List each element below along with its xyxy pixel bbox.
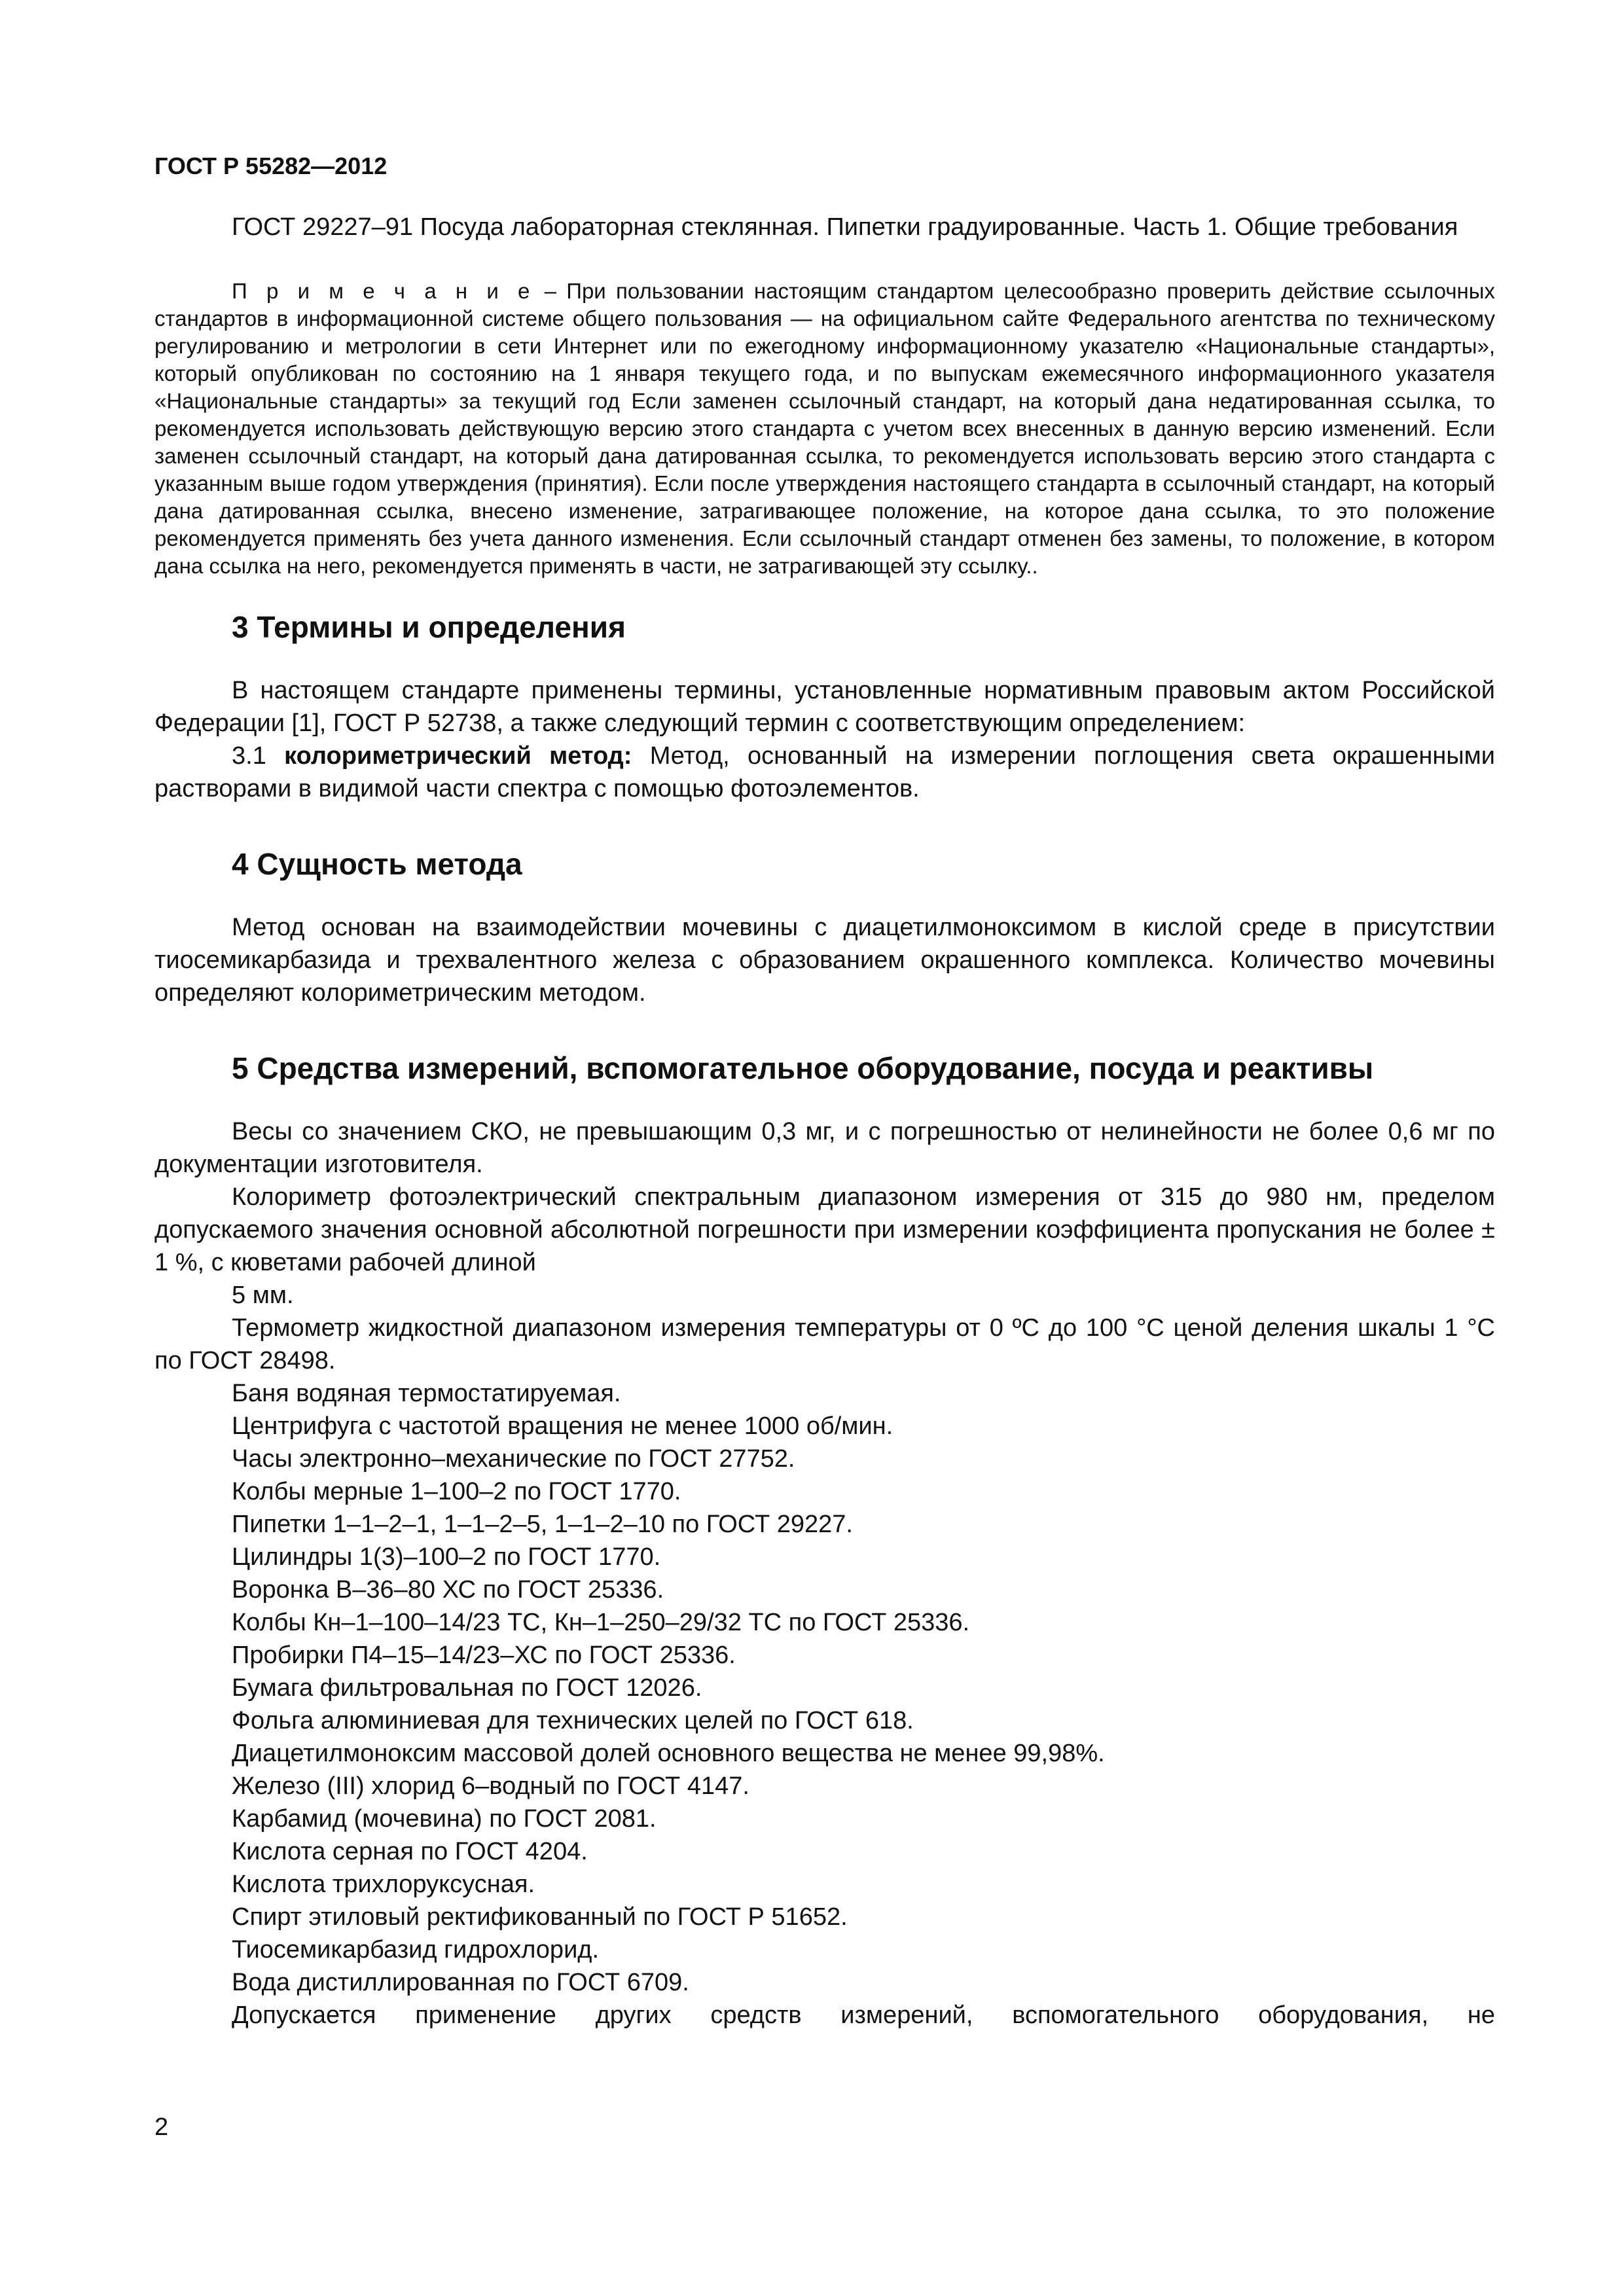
list-item: Бумага фильтровальная по ГОСТ 12026.: [232, 1674, 702, 1702]
section-3-intro: В настоящем стандарте применены термины, установленные нормативным правовым актом Российской Федерации [1], ГОСТ Р 52738, а также следующий термин с соответствующим определением:: [154, 677, 1495, 737]
term-definition: Метод, основанный на измерении поглощения света окрашенными растворами в видимой части спектра с помощью фотоэлементов.: [154, 742, 1495, 802]
list-item: Часы электронно–механические по ГОСТ 27752.: [232, 1445, 795, 1473]
equipment-cuvette-length: 5 мм.: [232, 1282, 294, 1309]
note-label: П р и м е ч а н и е: [232, 279, 535, 303]
section-3-heading: 3 Термины и определения: [232, 610, 626, 644]
list-item: Кислота серная по ГОСТ 4204.: [232, 1838, 588, 1865]
list-item: Цилиндры 1(3)–100–2 по ГОСТ 1770.: [232, 1543, 661, 1571]
document-header: ГОСТ Р 55282—2012: [154, 152, 388, 179]
page-number: 2: [154, 2113, 169, 2141]
section-5-heading: 5 Средства измерений, вспомогательное оборудование, посуда и реактивы: [232, 1051, 1374, 1085]
list-item: Воронка В–36–80 ХС по ГОСТ 25336.: [232, 1576, 664, 1604]
reference-gost-29227: ГОСТ 29227–91 Посуда лабораторная стеклянная. Пипетки градуированные. Часть 1. Общие требования: [232, 213, 1458, 241]
equipment-scales: Весы со значением СКО, не превышающим 0,3 мг, и с погрешностью от нелинейности не более 0,6 мг по документации изготовителя.: [154, 1118, 1495, 1178]
equipment-colorimeter: Колориметр фотоэлектрический спектральным диапазоном измерения от 315 до 980 нм, пределом допускаемого значения основной абсолютной погрешности при измерении коэффициента пропускания не более ± 1 %, с кюветами рабочей длиной: [154, 1183, 1495, 1276]
equipment-thermometer: Термометр жидкостной диапазоном измерения температуры от 0 ºС до 100 °С ценой деления шкалы 1 °С по ГОСТ 28498.: [154, 1314, 1495, 1374]
term-number: 3.1: [232, 742, 285, 770]
term-name: колориметрический метод:: [284, 742, 632, 770]
list-item: Пипетки 1–1–2–1, 1–1–2–5, 1–1–2–10 по ГОСТ 29227.: [232, 1511, 853, 1538]
term-3-1: [154, 740, 1495, 805]
list-item: Железо (III) хлорид 6–водный по ГОСТ 4147.: [232, 1772, 749, 1800]
section-4-heading: 4 Сущность метода: [232, 847, 522, 881]
list-item: Фольга алюминиевая для технических целей по ГОСТ 618.: [232, 1707, 914, 1734]
list-item: Диацетилмоноксим массовой долей основного вещества не менее 99,98%.: [232, 1740, 1105, 1767]
note-text: – При пользовании настоящим стандартом целесообразно проверить действие ссылочных стандартов в информационной системе общего пользования — на официальном сайте Федерального агентства по техническому регулированию и метрологии в сети Интернет или по ежегодному информационному указателю «Национальные стандарты», который опубликован по состоянию на 1 января текущего года, и по выпускам ежемесячного информационного указателя «Национальные стандарты» за текущий год Если заменен ссылочный стандарт, на который дана недатированная ссылка, то рекомендуется использовать действующую версию этого стандарта с учетом всех внесенных в данную версию изменений. Если заменен ссылочный стандарт, на который дана датированная ссылка, то рекомендуется использовать версию этого стандарта с указанным выше годом утверждения (принятия). Если после утверждения настоящего стандарта в ссылочный стандарт, на который дана датированная ссылка, внесено изменение, затрагивающее положение, на которое дана ссылка, то это положение рекомендуется применять без учета данного изменения. Если ссылочный стандарт отменен без замены, то положение, в котором дана ссылка на него, рекомендуется применять в части, не затрагивающей эту ссылку..: [154, 279, 1495, 578]
references-note: [154, 278, 1495, 580]
list-item: Спирт этиловый ректификованный по ГОСТ Р 51652.: [232, 1903, 848, 1931]
list-item: Карбамид (мочевина) по ГОСТ 2081.: [232, 1805, 657, 1833]
section-4-text: Метод основан на взаимодействии мочевины с диацетилмоноксимом в кислой среде в присутствии тиосемикарбазида и трехвалентного железа с образованием окрашенного комплекса. Количество мочевины определяют колориметрическим методом.: [154, 914, 1495, 1007]
list-item: Колбы Кн–1–100–14/23 ТС, Кн–1–250–29/32 ТС по ГОСТ 25336.: [232, 1609, 970, 1636]
list-item: Тиосемикарбазид гидрохлорид.: [232, 1936, 600, 1964]
list-item: Пробирки П4–15–14/23–ХС по ГОСТ 25336.: [232, 1641, 736, 1669]
list-item: Вода дистиллированная по ГОСТ 6709.: [232, 1969, 689, 1996]
section-5-continuation: Допускается применение других средств измерений, вспомогательного оборудования, не: [232, 2001, 1495, 2029]
page-content: [154, 211, 1495, 2032]
list-item: Центрифуга с частотой вращения не менее 1000 об/мин.: [232, 1412, 893, 1440]
list-item: Баня водяная термостатируемая.: [232, 1380, 621, 1407]
list-item: Колбы мерные 1–100–2 по ГОСТ 1770.: [232, 1478, 681, 1505]
list-item: Кислота трихлоруксусная.: [232, 1871, 535, 1898]
